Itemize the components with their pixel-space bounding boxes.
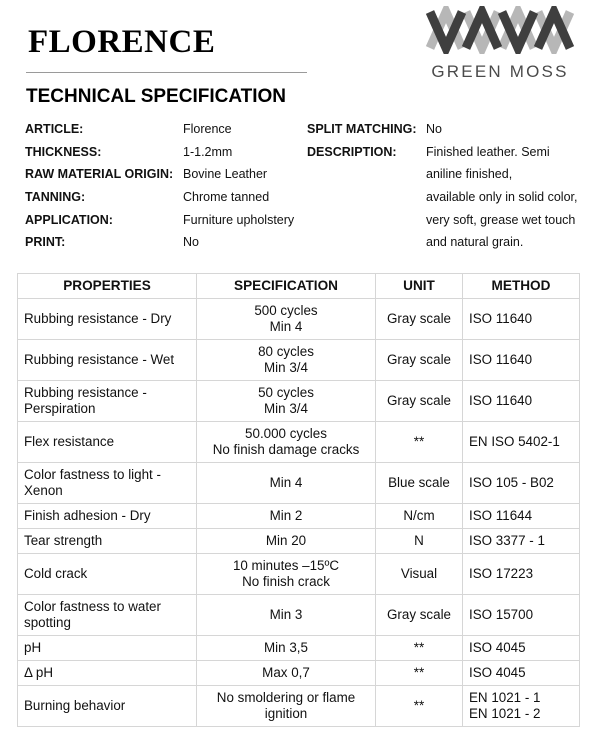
description-label: DESCRIPTION: [307, 144, 397, 159]
unit-cell: Visual [376, 554, 463, 595]
property-cell-line: Δ pH [24, 664, 54, 680]
properties-table [17, 273, 580, 727]
title-divider [26, 72, 307, 73]
property-cell-line: Tear strength [24, 532, 103, 548]
method-cell-line: EN 1021 - 2 [469, 706, 541, 721]
info-values-left [183, 118, 294, 254]
table-row [18, 636, 580, 661]
info-value: 1-1.2mm [183, 144, 233, 159]
method-cell-line: ISO 11640 [469, 351, 533, 367]
method-cell [463, 661, 580, 686]
method-cell [463, 554, 580, 595]
info-values-right [426, 118, 577, 254]
specification-cell-line: Min 4 [269, 474, 303, 490]
property-cell-line: Rubbing resistance - Wet [24, 351, 175, 367]
property-cell [18, 529, 197, 554]
table-header-row [18, 274, 580, 299]
method-cell [463, 636, 580, 661]
specification-cell [197, 340, 376, 381]
method-cell [463, 340, 580, 381]
info-value: No [183, 235, 199, 250]
property-cell-line: Finish adhesion - Dry [24, 507, 151, 523]
description-line: Finished leather. Semi [426, 144, 550, 159]
specification-cell-line: Min 20 [265, 532, 307, 548]
column-header: UNIT [376, 274, 463, 299]
unit-cell: Blue scale [376, 463, 463, 504]
specification-cell-line: 50 cycles [258, 384, 314, 400]
table-row [18, 463, 580, 504]
table-body [18, 299, 580, 727]
specification-cell-line: Min 3/4 [264, 360, 308, 375]
unit-cell: ** [376, 422, 463, 463]
method-cell [463, 463, 580, 504]
method-cell [463, 504, 580, 529]
specification-cell-line: Min 3,5 [264, 639, 308, 655]
property-cell [18, 422, 197, 463]
property-cell [18, 299, 197, 340]
unit-cell: Gray scale [376, 340, 463, 381]
specification-cell-line: No finish crack [242, 574, 330, 589]
unit-cell: ** [376, 686, 463, 727]
method-cell [463, 595, 580, 636]
specification-cell-line: Min 3/4 [264, 401, 308, 416]
specification-cell-line: 50.000 cycles [245, 425, 327, 441]
column-header: METHOD [463, 274, 580, 299]
specification-cell-line: Min 3 [269, 606, 303, 622]
specification-cell-line: Min 2 [269, 507, 303, 523]
specification-cell [197, 463, 376, 504]
info-value: Bovine Leather [183, 167, 268, 182]
method-cell [463, 686, 580, 727]
product-title: FLORENCE [28, 24, 216, 60]
table-row [18, 595, 580, 636]
specification-cell [197, 504, 376, 529]
method-cell [463, 381, 580, 422]
property-cell [18, 340, 197, 381]
specification-cell-line: ignition [264, 706, 308, 721]
method-cell-line: ISO 11644 [469, 507, 533, 523]
green-moss-logo [420, 6, 580, 81]
unit-cell: ** [376, 636, 463, 661]
info-label: TANNING: [25, 190, 86, 205]
table-row [18, 686, 580, 727]
split-matching-value: No [426, 122, 442, 136]
table-row [18, 422, 580, 463]
method-cell-line: ISO 4045 [469, 664, 526, 680]
method-cell-line: EN 1021 - 1 [469, 689, 541, 705]
specification-cell [197, 422, 376, 463]
method-cell-line: EN ISO 5402-1 [469, 433, 560, 449]
method-cell-line: ISO 11640 [469, 310, 533, 326]
specification-cell [197, 554, 376, 595]
property-cell [18, 636, 197, 661]
property-cell-line: Rubbing resistance - Dry [24, 310, 172, 326]
logo-mark-icon [424, 6, 576, 54]
specification-cell [197, 381, 376, 422]
property-cell-line: spotting [24, 615, 71, 630]
property-cell-line: Perspiration [24, 401, 96, 416]
property-cell [18, 381, 197, 422]
property-cell [18, 595, 197, 636]
property-cell [18, 686, 197, 727]
unit-cell: Gray scale [376, 299, 463, 340]
info-label: THICKNESS: [25, 144, 102, 159]
method-cell-line: ISO 15700 [469, 606, 534, 622]
property-cell-line: Rubbing resistance - [24, 384, 147, 400]
property-cell-line: pH [24, 639, 42, 655]
unit-cell: Gray scale [376, 595, 463, 636]
method-cell [463, 299, 580, 340]
table-row [18, 529, 580, 554]
property-cell [18, 463, 197, 504]
method-cell [463, 422, 580, 463]
table-row [18, 299, 580, 340]
description-line: available only in solid color, [426, 190, 578, 205]
specification-cell-line: 500 cycles [254, 302, 318, 318]
table-row [18, 661, 580, 686]
brand-name: GREEN MOSS [431, 62, 569, 81]
info-label: RAW MATERIAL ORIGIN: [25, 167, 174, 182]
property-cell-line: Cold crack [24, 565, 88, 581]
property-cell-line: Xenon [24, 483, 63, 498]
method-cell-line: ISO 4045 [469, 639, 526, 655]
property-cell-line: Burning behavior [24, 697, 126, 713]
unit-cell: ** [376, 661, 463, 686]
unit-cell: N [376, 529, 463, 554]
table-row [18, 554, 580, 595]
property-cell-line: Color fastness to light - [24, 466, 161, 482]
info-label: PRINT: [25, 235, 66, 250]
description-line: and natural grain. [426, 235, 524, 250]
description-line: aniline finished, [426, 167, 513, 182]
specification-cell-line: 80 cycles [258, 343, 314, 359]
info-labels-left [25, 118, 173, 254]
info-label: APPLICATION: [25, 212, 113, 227]
table-row [18, 381, 580, 422]
specification-cell-line: No smoldering or flame [216, 689, 356, 705]
specification-cell-line: No finish damage cracks [212, 442, 360, 457]
method-cell-line: ISO 17223 [469, 565, 534, 581]
specification-cell [197, 595, 376, 636]
property-cell-line: Color fastness to water [24, 598, 161, 614]
specification-cell [197, 529, 376, 554]
specification-cell-line: 10 minutes –15ºC [232, 557, 340, 573]
property-cell [18, 554, 197, 595]
specification-cell [197, 661, 376, 686]
info-labels-right [307, 118, 416, 163]
section-heading: TECHNICAL SPECIFICATION [26, 86, 287, 107]
description-line: very soft, grease wet touch [426, 212, 576, 227]
specification-cell-line: Max 0,7 [262, 664, 310, 680]
method-cell-line: ISO 3377 - 1 [469, 532, 545, 548]
info-label: ARTICLE: [25, 122, 84, 136]
column-header: PROPERTIES [18, 274, 197, 299]
info-value: Florence [183, 122, 232, 136]
column-header: SPECIFICATION [197, 274, 376, 299]
unit-cell: Gray scale [376, 381, 463, 422]
specification-cell [197, 636, 376, 661]
unit-cell: N/cm [376, 504, 463, 529]
table-row [18, 504, 580, 529]
table-row [18, 340, 580, 381]
specification-cell [197, 686, 376, 727]
specification-cell-line: Min 4 [269, 319, 303, 334]
property-cell [18, 661, 197, 686]
property-cell [18, 504, 197, 529]
info-value: Chrome tanned [183, 190, 270, 205]
info-value: Furniture upholstery [183, 212, 295, 227]
method-cell-line: ISO 105 - B02 [469, 474, 554, 490]
specification-cell [197, 299, 376, 340]
method-cell [463, 529, 580, 554]
split-matching-label: SPLIT MATCHING: [307, 122, 417, 136]
property-cell-line: Flex resistance [24, 433, 115, 449]
method-cell-line: ISO 11640 [469, 392, 533, 408]
